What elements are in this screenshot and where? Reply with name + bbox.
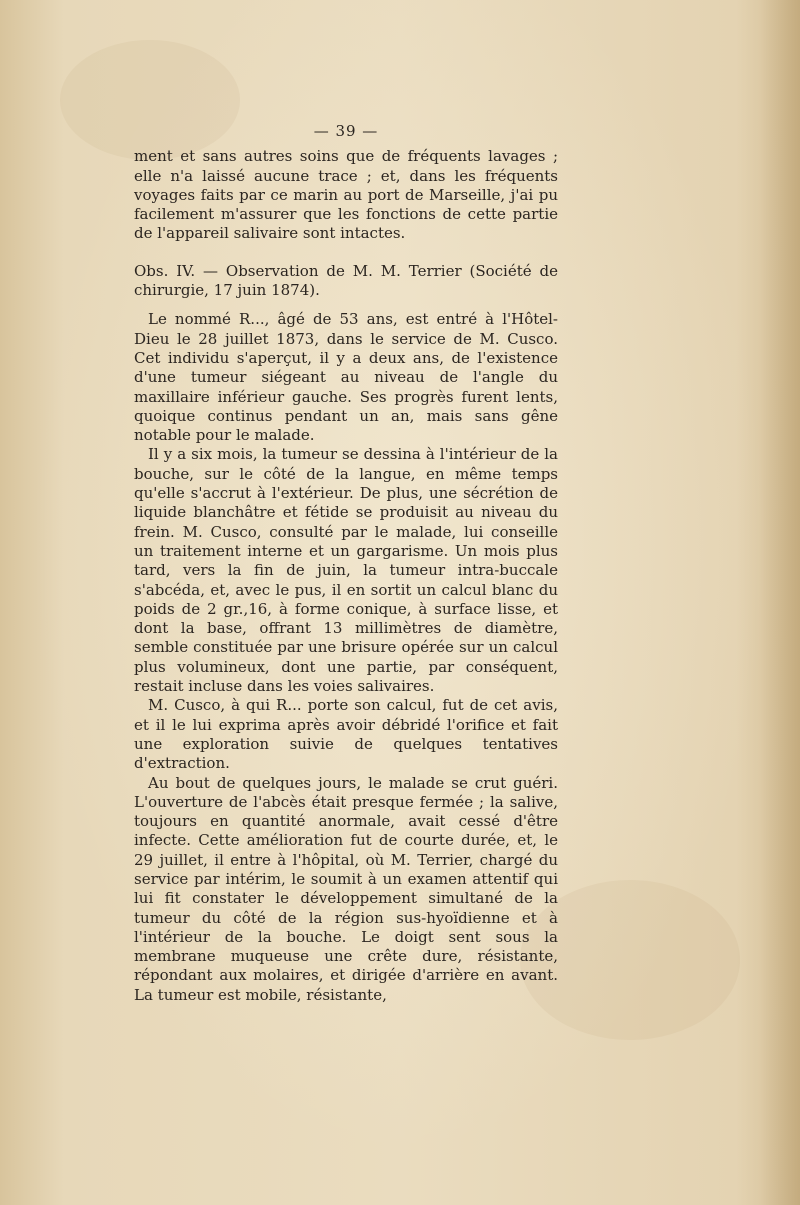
text-body (134, 122, 558, 1005)
observation-heading: Obs. IV. — Observation de M. M. Terrier (Société de chirurgie, 17 juin 1874). (134, 261, 558, 300)
page-edge-shadow (760, 0, 800, 1205)
paragraph: M. Cusco, à qui R... porte son calcul, fut de cet avis, et il le lui exprima après avoir débridé l'orifice et fait une exploration suivie de quelques tentatives d'extraction. (134, 696, 558, 773)
paragraph: Le nommé R..., âgé de 53 ans, est entré à l'Hôtel-Dieu le 28 juillet 1873, dans le service de M. Cusco. Cet individu s'aperçut, il y a deux ans, de l'existence d'une tumeur siégeant au niveau de l'angle du maxillaire inférieur gauche. Ses progrès furent lents, quoique continus pendant un an, mais sans gêne notable pour le malade. (134, 310, 558, 445)
page-number: — 39 — (313, 122, 379, 140)
paragraph: Il y a six mois, la tumeur se dessina à l'intérieur de la bouche, sur le côté de la langue, en même temps qu'elle s'accrut à l'extérieur. De plus, une sécrétion de liquide blanchâtre et fétide se produisit au niveau du frein. M. Cusco, consulté par le malade, lui conseille un traitement interne et un gargarisme. Un mois plus tard, vers la fin de juin, la tumeur intra-buccale s'abcéda, et, avec le pus, il en sortit un calcul blanc du poids de 2 gr.,16, à forme conique, à surface lisse, et dont la base, offrant 13 millimètres de diamètre, semble constituée par une brisure opérée sur un calcul plus volumineux, dont une partie, par conséquent, restait incluse dans les voies salivaires. (134, 445, 558, 696)
paragraph: Au bout de quelques jours, le malade se crut guéri. L'ouverture de l'abcès était presque fermée ; la salive, toujours en quantité anormale, avait cessé d'être infecte. Cette amélioration fut de courte durée, et, le 29 juillet, il entre à l'hôpital, où M. Terrier, chargé du service par intérim, le soumit à un examen attentif qui lui fit constater le développement simultané de la tumeur du côté de la région sus-hyoïdienne et à l'intérieur de la bouche. Le doigt sent sous la membrane muqueuse une crête dure, résistante, répondant aux molaires, et dirigée d'arrière en avant. La tumeur est mobile, résistante, (134, 773, 558, 1004)
paragraph-continuation: ment et sans autres soins que de fréquents lavages ; elle n'a laissé aucune trace ; et, dans les fréquents voyages faits par ce marin au port de Marseille, j'ai pu facilement m'assurer que les fonctions de cette partie de l'appareil salivaire sont intactes. (134, 147, 558, 243)
